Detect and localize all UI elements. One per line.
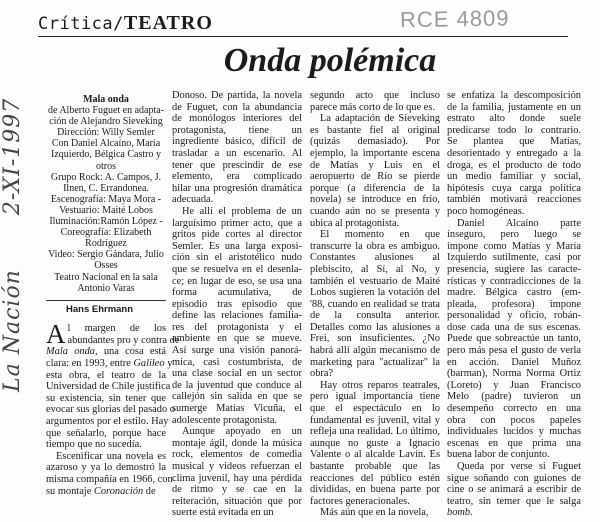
text-line: de la familia, justamente en un bbox=[447, 101, 581, 113]
handwritten-source: La Nación bbox=[0, 269, 25, 392]
credits-line: otros bbox=[96, 160, 116, 172]
credits-line: Osses bbox=[94, 260, 118, 272]
text-line: define las relaciones familia- bbox=[172, 310, 302, 322]
text-line: forma acumulativa, de bbox=[172, 287, 302, 299]
text-line: ce; en lugar de eso, se usa una bbox=[172, 275, 302, 287]
text-line: ción sin el aristotélico nudo bbox=[172, 252, 302, 264]
text-line: inseguro, pero luego se bbox=[447, 229, 581, 241]
text-line: segundo acto que incluso bbox=[310, 90, 440, 101]
text-line: Valente o al alcalde Lavín. Es bbox=[310, 449, 440, 461]
text-line: porque (a diferencia de la bbox=[310, 182, 440, 194]
text-line: sigue soñando con guiones de bbox=[447, 472, 581, 484]
text-line: parece más corto de lo que es. bbox=[310, 101, 435, 113]
text-line: gritos pide cortes al director bbox=[172, 229, 302, 241]
text-line: plebiscito, al Sí, al No, y bbox=[310, 263, 440, 275]
text-line: clima juvenil, hay una pérdida bbox=[172, 472, 302, 484]
text-line: aunque no guste a Ignacio bbox=[310, 437, 440, 449]
text-line: desorientado y entregado a la bbox=[447, 147, 581, 159]
text-line: Puede que sobreactúe un tanto, bbox=[447, 333, 581, 345]
text-line: Más aún que en la novela, bbox=[320, 507, 429, 519]
text-line: Izquierdo sutilmente, casi por bbox=[447, 252, 581, 264]
text-line: adolescente protagonista. bbox=[172, 414, 278, 426]
text-line: He allí el problema de un bbox=[182, 205, 302, 217]
credits-line: Con Daniel Alcaíno, María bbox=[51, 138, 161, 150]
text-line: Lobos sugieren la votación del bbox=[310, 287, 440, 299]
section-critica: Crítica/ bbox=[38, 14, 124, 34]
article-title: Onda polémica bbox=[223, 42, 437, 79]
text-line: su montaje Coronación de bbox=[46, 485, 156, 497]
text-line: El momento en que bbox=[320, 229, 440, 241]
text-line: clara: en 1993, entre Galileo y bbox=[46, 358, 173, 370]
credits-line: Antonio Varas bbox=[77, 282, 135, 294]
text-line: también el vestuario de Maité bbox=[310, 275, 440, 287]
text-line: desempeño correcto en una bbox=[447, 403, 581, 415]
text-line: que señalarlo, porque hace bbox=[46, 427, 166, 439]
text-line: Detalles como las alusiones a bbox=[310, 321, 440, 333]
author-byline: Hans Ehrmann bbox=[66, 303, 134, 315]
text-line: elemento, era complicado bbox=[172, 171, 302, 183]
text-line: de la juventud que conduce al bbox=[172, 379, 302, 391]
text-line: ubica al protagonista. bbox=[310, 217, 400, 229]
text-line: impone como Matías y María bbox=[447, 240, 581, 252]
text-line: dose cada una de sus escenas. bbox=[447, 321, 581, 333]
text-line: es bastante fiel al original bbox=[310, 124, 440, 136]
text-line: personalidad y oficio, robán- bbox=[447, 310, 581, 322]
text-line: abundantes pro y contra de bbox=[67, 334, 180, 346]
header-rule bbox=[38, 36, 568, 37]
credits-line: Iluminación:Ramón López - bbox=[49, 216, 163, 228]
column-4 bbox=[447, 90, 581, 519]
text-line: obra con pocos papeles bbox=[447, 414, 581, 426]
text-line: cuando aún no se presenta y bbox=[310, 205, 440, 217]
credits-line: Grupo Rock: A. Campos, J. bbox=[50, 171, 162, 183]
text-line: bastante probable que las bbox=[310, 461, 440, 472]
text-line: argumentos por el estilo. Hay bbox=[46, 416, 169, 428]
text-line: pero más pesa el gusto de verla bbox=[447, 345, 581, 357]
text-line: l margen de los bbox=[67, 323, 166, 335]
handwritten-annotation bbox=[0, 97, 34, 392]
text-line: que el espectáculo en lo bbox=[310, 403, 440, 415]
column-1-text bbox=[46, 319, 180, 497]
text-line: Queda por verse si Fuguet bbox=[457, 461, 581, 472]
text-line: pero igual importancia tiene bbox=[310, 391, 440, 403]
text-line: reacciones del público estén bbox=[310, 472, 440, 484]
text-line: suerte está evitada en un bbox=[172, 507, 274, 519]
credits-line: Dirección: Willy Semler bbox=[57, 127, 155, 139]
text-line: cine o se animará a escribir de bbox=[447, 484, 581, 496]
section-teatro: TEATRO bbox=[123, 12, 213, 34]
text-line: ingrediente básico, difícil de bbox=[172, 136, 302, 148]
text-line: larguísimo primer acto, que a bbox=[172, 217, 302, 229]
text-line: bomb. bbox=[447, 507, 473, 519]
credits-line: Coreografía: Elizabeth bbox=[60, 227, 152, 239]
text-line: teatro, sin temer que le salga bbox=[447, 495, 581, 507]
text-line: predicarse todo lo contrario. bbox=[447, 124, 581, 136]
credits-line: Mala onda bbox=[83, 94, 129, 105]
text-line: montaje ágil, donde la música bbox=[172, 437, 302, 449]
text-line: de ritmo y se cae en la bbox=[172, 484, 302, 496]
text-line: Así surge una visión panorá- bbox=[172, 345, 302, 357]
column-2 bbox=[172, 90, 302, 519]
text-line: presencia, sugiere las caracte- bbox=[447, 263, 581, 275]
text-line: poco homogéneas. bbox=[447, 205, 525, 217]
text-line: droga, es el producto de todo bbox=[447, 159, 581, 171]
credits-line: Video: Sergio Gándara, Julio bbox=[48, 249, 164, 261]
text-line: sumerge Matías Vicuña, el bbox=[172, 403, 302, 415]
credits-line: Ilnen, C. Errandonea. bbox=[63, 182, 149, 194]
text-line: tener que prescindir de ese bbox=[172, 159, 302, 171]
text-line: habrá allí algún mecanismo de bbox=[310, 345, 440, 357]
text-line: Hay otros reparos teatrales, bbox=[320, 379, 440, 391]
text-line: refleja una realidad. Lo último, bbox=[310, 426, 440, 438]
text-line: esta obra, el teatro de la bbox=[46, 369, 166, 381]
text-line: de la consulta anterior. bbox=[310, 310, 440, 322]
text-line: callejón sin salida en que se bbox=[172, 391, 302, 403]
drop-cap: A bbox=[46, 319, 66, 350]
text-line: en acción. Daniel Muñoz bbox=[447, 356, 581, 368]
section-header bbox=[38, 10, 213, 35]
text-line: ambiente en que se mueve. bbox=[172, 333, 302, 345]
text-line: una clase social en un sector bbox=[172, 368, 302, 380]
text-line: trasladar a un escenario. Al bbox=[172, 147, 302, 159]
text-line: mica, casi costumbrista, de bbox=[172, 356, 302, 368]
text-line: Universidad de Chile justifica bbox=[46, 381, 171, 393]
text-line: Semler. Es una larga exposi- bbox=[172, 240, 302, 252]
text-line: divididas, en buena parte por bbox=[310, 484, 440, 496]
column-1 bbox=[46, 94, 180, 497]
text-line: un medio familiar y social, bbox=[447, 171, 581, 183]
text-line: rock, elementos de comedia bbox=[172, 449, 302, 461]
text-line: hipótesis cuya carga política bbox=[447, 182, 581, 194]
text-line: buena labor de conjunto. bbox=[447, 449, 550, 461]
column-3 bbox=[310, 90, 440, 519]
text-line: rísticas y contradicciones de la bbox=[447, 275, 581, 287]
text-line: musical y videos refuerzan el bbox=[172, 461, 302, 472]
text-line: Frei, son insuficientes. ¿No bbox=[310, 333, 440, 345]
text-line: de Fuguet, con la abundancia bbox=[172, 101, 302, 113]
text-line: Se plantea que Matías, bbox=[447, 136, 581, 148]
text-line: hilar una progresión dramática bbox=[172, 182, 302, 194]
text-line: se enfatiza la descomposición bbox=[447, 90, 581, 101]
text-line: reiteración, situación que por bbox=[172, 495, 302, 507]
text-line: individuales lucidos y muchas bbox=[447, 426, 581, 438]
text-line: fundamental es juvenil, vital y bbox=[310, 414, 440, 426]
credits-line: Vestuario: Maité Lobos bbox=[59, 204, 153, 216]
text-line: también motivará reacciones bbox=[447, 194, 581, 206]
text-line: ejemplo, la importante escena bbox=[310, 147, 440, 159]
text-line: factores generacionales. bbox=[310, 495, 410, 507]
text-line: estrato alto donde suele bbox=[447, 113, 581, 125]
text-line: de monólogos interiores del bbox=[172, 113, 302, 125]
text-line: pleada, profesora) impone bbox=[447, 298, 581, 310]
text-line: su existencia, sin tener que bbox=[46, 392, 166, 404]
text-line: Escenificar una novela es bbox=[56, 450, 166, 462]
credits-line: de Alberto Fuguet en adapta- bbox=[47, 105, 165, 117]
text-line: Aunque apoyado en un bbox=[182, 426, 302, 438]
credits-line: Rodríguez bbox=[85, 238, 127, 250]
text-line: aeropuerto de Río se pierde bbox=[310, 171, 440, 183]
archive-stamp: RCE 4809 bbox=[399, 5, 510, 33]
text-line: tiempo que no sucedía. bbox=[46, 439, 142, 451]
text-line: (Loreto) y Juan Francisco bbox=[447, 379, 581, 391]
text-line: madre. Bélgica castro (em- bbox=[447, 287, 581, 299]
credits-box bbox=[46, 94, 166, 294]
text-line: escenas en que prima una bbox=[447, 437, 581, 449]
text-line: res del protagonista y el bbox=[172, 321, 302, 333]
text-line: Mala onda, una cosa está bbox=[46, 346, 166, 358]
text-line: transcurre la obra es ambiguo. bbox=[310, 240, 440, 252]
text-line: de Matías y Luis en el bbox=[310, 159, 440, 171]
credits-line: Izquierdo, Bélgica Castro y bbox=[51, 149, 161, 161]
credits-line: ción de Alejandro Sieveking bbox=[49, 116, 163, 128]
credits-line: Teatro Nacional en la sala bbox=[54, 271, 158, 283]
text-line: (quizás demasiado). Por bbox=[310, 136, 440, 148]
handwritten-date: 2-XI-1997 bbox=[0, 97, 25, 216]
text-line: misma compañía en 1966, con bbox=[46, 474, 173, 485]
text-line: Constantes alusiones al bbox=[310, 252, 440, 264]
credits-line: Escenografía: Maya Mora - bbox=[50, 193, 162, 205]
text-line: episodio tras episodio que bbox=[172, 298, 302, 310]
text-line: adecuada. bbox=[172, 194, 214, 206]
text-line: Daniel Alcaíno parte bbox=[457, 217, 581, 229]
text-line: Melo (padre) tuvieron un bbox=[447, 391, 581, 403]
text-line: que se resuelva en el desenla- bbox=[172, 263, 302, 275]
text-line: azaroso y ya lo demostró la bbox=[46, 462, 166, 474]
text-line: La adaptación de Sieveking bbox=[320, 113, 440, 125]
author-rule bbox=[46, 300, 166, 301]
text-line: '88, cuando en realidad se trata bbox=[310, 298, 440, 310]
text-line: obra? bbox=[310, 368, 334, 380]
text-line: novela) se introduce en frío, bbox=[310, 194, 440, 206]
text-line: (barman), Norma Norma Ortiz bbox=[447, 368, 581, 380]
text-line: Donoso. De partida, la novela bbox=[172, 90, 302, 101]
text-line: protagonista, tiene un bbox=[172, 124, 302, 136]
text-line: marketing para "actualizar" la bbox=[310, 356, 440, 368]
text-line: evocar sus glorias del pasado o bbox=[46, 404, 175, 416]
